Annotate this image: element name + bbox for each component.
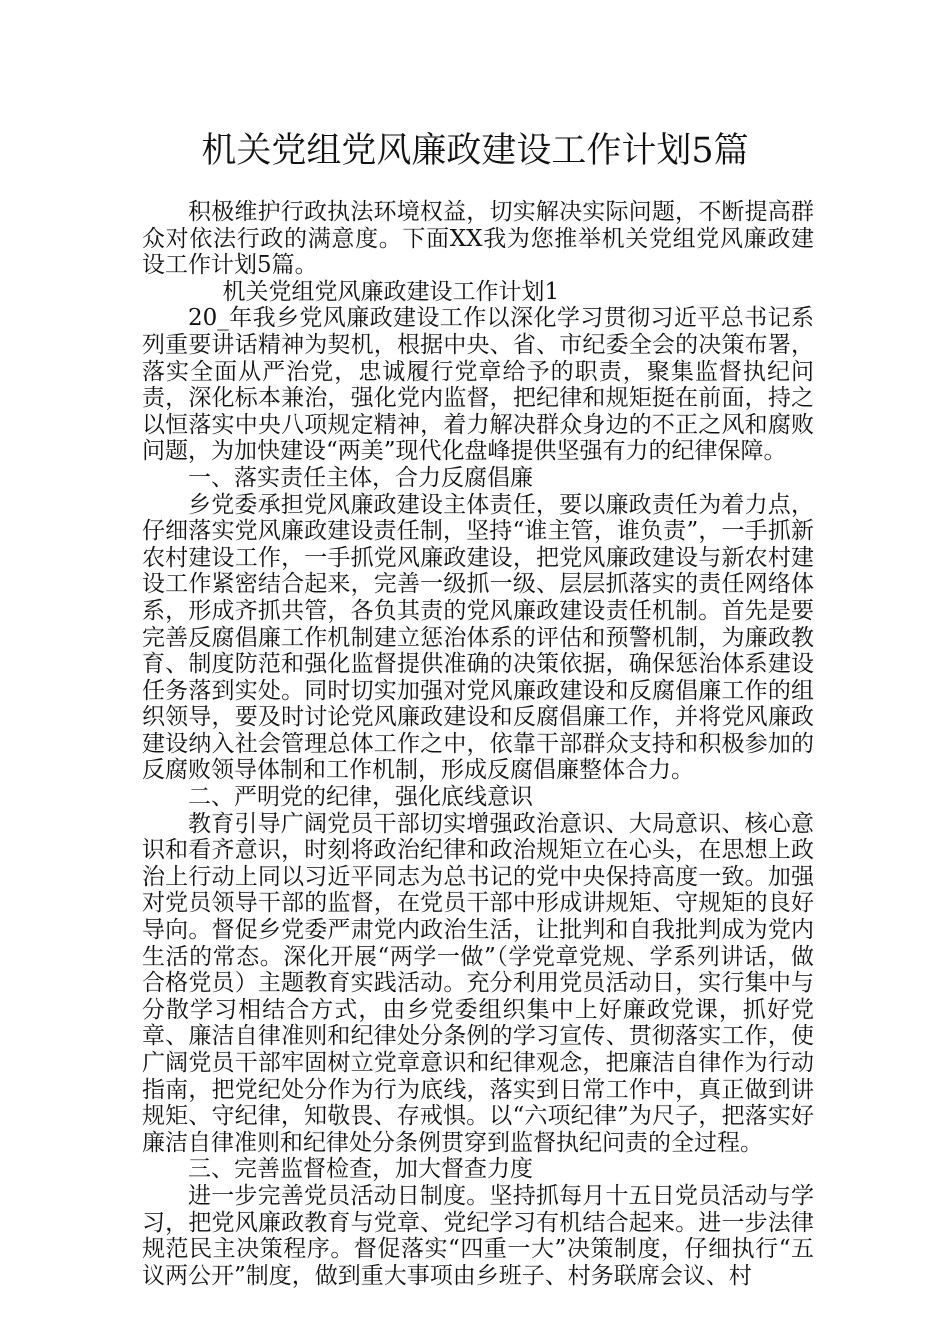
body-paragraph: 教育引导广阔党员干部切实增强政治意识、大局意识、核心意识和看齐意识，时刻将政治纪律和政治规矩立在心头，在思想上政治上行动上同以习近平同志为总书记的党中央保持高度一致。加强对党员领导干部的监督，在党员干部中形成讲规矩、守规矩的良好导向。督促乡党委严肃党内政治生活，让批判和自我批判成为党内生活的常态。深化开展“两学一做”（学党章党规、学系列讲话，做合格党员）主题教育实践活动。充分利用党员活动日，实行集中与分散学习相结合方式，由乡党委组织集中上好廉政党课，抓好党章、廉洁自律准则和纪律处分条例的学习宣传、贯彻落实工作，使广阔党员干部牢固树立党章意识和纪律观念，把廉洁自律作为行动指南，把党纪处分作为行为底线，落实到日常工作中，真正做到讲规矩、守纪律，知敬畏、存戒惧。以“六项纪律”为尺子，把落实好廉洁自律准则和纪律处分条例贯穿到监督执纪问责的全过程。 [142, 810, 814, 1156]
section-heading-3: 三、完善监督检查，加大督查力度 [188, 1156, 533, 1183]
body-paragraph: 20_年我乡党风廉政建设工作以深化学习贯彻习近平总书记系列重要讲话精神为契机，根据中央、省、市纪委全会的决策布署，落实全面从严治党，忠诚履行党章给予的职责，聚集监督执纪问责，深化标本兼治，强化党内监督，把纪律和规矩挺在前面，持之以恒落实中央八项规定精神，着力解决群众身边的不正之风和腐败问题，为加快建设“两美”现代化盘峰提供坚强有力的纪律保障。 [142, 305, 814, 465]
intro-paragraph: 积极维护行政执法环境权益，切实解决实际问题，不断提高群众对依法行政的满意度。下面XX我为您推举机关党组党风廉政建设工作计划5篇。 [142, 199, 814, 279]
section-heading-1: 一、落实责任主体，合力反腐倡廉 [188, 464, 533, 491]
body-paragraph: 乡党委承担党风廉政建设主体责任，要以廉政责任为着力点，仔细落实党风廉政建设责任制，坚持“谁主管，谁负责”，一手抓新农村建设工作，一手抓党风廉政建设，把党风廉政建设与新农村建设工作紧密结合起来，完善一级抓一级、层层抓落实的责任网络体系，形成齐抓共管，各负其责的党风廉政建设责任机制。首先是要完善反腐倡廉工作机制建立惩治体系的评估和预警机制，为廉政教育、制度防范和强化监督提供准确的决策依据，确保惩治体系建设任务落到实处。同时切实加强对党风廉政建设和反腐倡廉工作的组织领导，要及时讨论党风廉政建设和反腐倡廉工作，并将党风廉政建设纳入社会管理总体工作之中，依靠干部群众支持和积极参加的反腐败领导体制和工作机制，形成反腐倡廉整体合力。 [142, 491, 814, 784]
section-heading-2: 二、严明党的纪律，强化底线意识 [188, 784, 533, 811]
body-paragraph: 进一步完善党员活动日制度。坚持抓每月十五日党员活动与学习，把党风廉政教育与党章、党纪学习有机结合起来。进一步法律规范民主决策程序。督促落实“四重一大”决策制度，仔细执行“五议两公开”制度，做到重大事项由乡班子、村务联席会议、村 [142, 1182, 814, 1289]
document-title: 机关党组党风廉政建设工作计划5篇 [201, 131, 749, 171]
document-body [142, 199, 814, 1289]
section-title-plan-1: 机关党组党风廉政建设工作计划1 [222, 278, 560, 305]
